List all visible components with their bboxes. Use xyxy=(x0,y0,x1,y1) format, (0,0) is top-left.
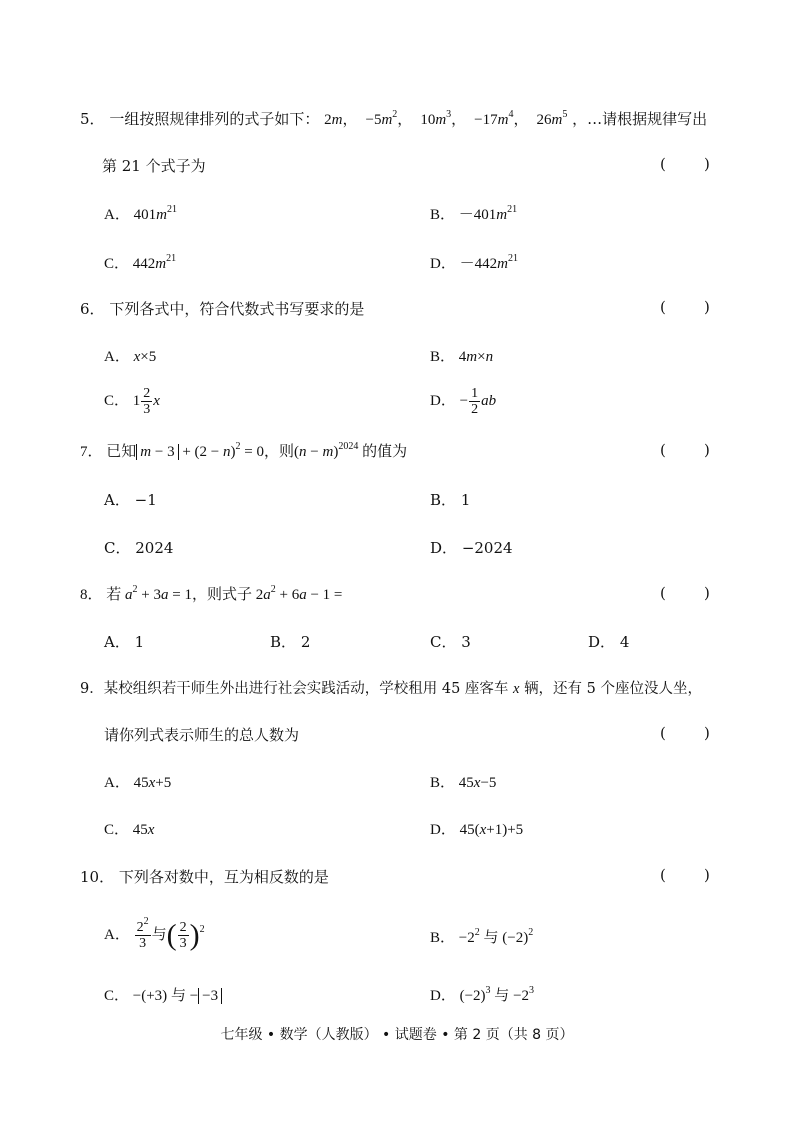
q10-option-a: A． $\frac{2^2}{3}$ 与( $\frac{2}{3}$ )$^2$ xyxy=(104,916,205,952)
q10-option-b: B． $-2^2$ 与 $(-2)^2$ xyxy=(430,927,534,946)
q5-option-d: D． $-442m^{21}$ xyxy=(430,253,518,272)
question-7-answer-paren: ( ) xyxy=(660,441,710,459)
q5-option-b: B． $-401m^{21}$ xyxy=(430,204,518,223)
q6-option-c: C． 1 $\frac{2}{3}$ x xyxy=(104,386,160,417)
q8-option-b: B． 2 xyxy=(270,633,311,651)
q7-option-b: B． 1 xyxy=(430,491,471,509)
q9-option-c: C． 45x xyxy=(104,822,155,838)
q6-option-b: B． 4m×n xyxy=(430,349,494,365)
question-8-stem: 8． 若 $a^2 + 3a = 1$，则式子 $2a^2 + 6a - 1$ = xyxy=(80,584,343,603)
question-10-answer-paren: ( ) xyxy=(660,866,710,884)
question-9-answer-paren: ( ) xyxy=(660,724,710,742)
question-6-answer-paren: ( ) xyxy=(660,298,710,316)
q10-option-c: C． −(+3) 与 − −3 xyxy=(104,985,222,1007)
q9-option-b: B． 45x−5 xyxy=(430,775,497,791)
question-5-stem-line2: 第 21 个式子为 xyxy=(102,157,206,175)
page-footer: 七年级 • 数学（人教版） • 试题卷 • 第 2 页（共 8 页） xyxy=(220,1027,574,1043)
q7-option-d: D． −2024 xyxy=(430,539,513,557)
question-5-answer-paren: ( ) xyxy=(660,155,710,173)
question-8-answer-paren: ( ) xyxy=(660,584,710,602)
q8-option-c: C． 3 xyxy=(430,633,471,651)
q6-option-a: A． x×5 xyxy=(104,349,157,365)
question-9-stem: 9．某校组织若干师生外出进行社会实践活动，学校租用 45 座客车 x 辆，还有 5 个座位没人坐， xyxy=(80,681,703,697)
q5-option-c: C． $442m^{21}$ xyxy=(104,253,177,272)
q7-option-c: C． 2024 xyxy=(104,539,174,557)
question-10-stem: 10． 下列各对数中，互为相反数的是 xyxy=(80,868,329,886)
q7-option-a: A． −1 xyxy=(104,491,157,509)
q9-option-a: A． 45x+5 xyxy=(104,775,172,791)
q10-option-d: D． $(-2)^3$ 与 $-2^3$ xyxy=(430,985,535,1004)
question-9-stem-line2: 请你列式表示师生的总人数为 xyxy=(104,726,300,744)
q6-option-d: D． − $\frac{1}{2}$ ab xyxy=(430,386,497,417)
question-7-stem: 7． 已知 $m - 3 + (2 - n)^2 = 0$，则$(n - m)^{2024}$ 的值为 xyxy=(80,441,408,460)
q5-option-a: A． $401m^{21}$ xyxy=(104,204,177,223)
q8-option-a: A． 1 xyxy=(104,633,145,651)
q5-sequence: 2m， $-5m^2$， $10m^3$， $-17m^4$， $26m^5$ xyxy=(324,109,568,128)
question-6-stem: 6． 下列各式中，符合代数式书写要求的是 xyxy=(80,300,365,318)
q9-option-d: D． 45(x+1)+5 xyxy=(430,822,524,838)
q8-option-d: D． 4 xyxy=(588,633,630,651)
question-5-stem: 5． 一组按照规律排列的式子如下： 2m， $-5m^2$， $10m^3$， $-17m^4$， $26m^5$ ，…请根据规律写出 xyxy=(80,109,708,128)
